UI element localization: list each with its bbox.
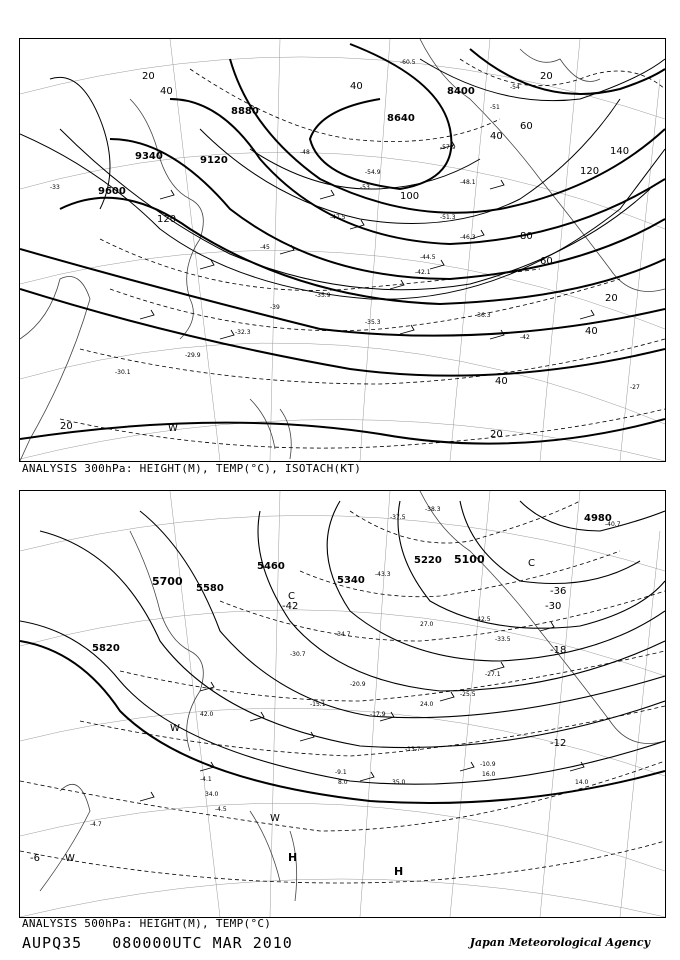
- temp-label-2: -30.1: [115, 369, 131, 376]
- height-label-5220: 5220: [414, 555, 442, 566]
- isotach-label-20b: 20: [490, 429, 503, 440]
- isotach-label-80: 80: [520, 231, 533, 242]
- temp-label-minus6: -6: [30, 853, 40, 864]
- station-label-25: 8.0: [338, 779, 348, 786]
- isotherms-300: [60, 59, 665, 448]
- cold-center-symbol-1: C: [288, 591, 295, 602]
- temp-label-6: -35.9: [315, 292, 331, 299]
- bulletin-time: 080000UTC MAR 2010: [112, 934, 293, 952]
- caption-300hpa: ANALYSIS 300hPa: HEIGHT(M), TEMP(°C), ISOTACH(KT): [22, 462, 362, 475]
- station-label-13: -33.5: [495, 636, 511, 643]
- station-label-18: -42.5: [475, 616, 491, 623]
- temp-label-7: -42.1: [415, 269, 431, 276]
- temp-label-3: -32.3: [235, 329, 251, 336]
- temp-label-22: -51: [490, 104, 500, 111]
- station-label-12: -30.7: [290, 651, 306, 658]
- warm-center-symbol-300: W: [168, 423, 178, 434]
- isotach-label-100: 100: [400, 191, 420, 202]
- station-label-6: -13.7: [405, 746, 421, 753]
- temp-label-8: -44.5: [420, 254, 436, 261]
- station-label-10: -25.5: [460, 691, 476, 698]
- isotach-label-40e: 40: [490, 131, 503, 142]
- caption-500hpa: ANALYSIS 500hPa: HEIGHT(M), TEMP(°C): [22, 917, 272, 930]
- station-label-9: -20.9: [350, 681, 366, 688]
- warm-center-symbol-1: W: [170, 723, 180, 734]
- isotach-label-20e: 20: [540, 71, 553, 82]
- temp-label-9: -46.3: [460, 234, 476, 241]
- map-300hpa: [20, 39, 665, 461]
- bulletin-header: [22, 934, 293, 952]
- temp-label-18: -39: [270, 304, 280, 311]
- temp-label-20: -45: [260, 244, 270, 251]
- temp-label-10: -47.5: [330, 214, 346, 221]
- station-label-20: 42.0: [200, 711, 214, 718]
- warm-center-symbol-3: W: [270, 813, 280, 824]
- station-label-16: -38.3: [425, 506, 441, 513]
- temp-label-minus18: -18: [550, 645, 567, 656]
- height-label-5820: 5820: [92, 643, 120, 654]
- temp-label-24: -27: [630, 384, 640, 391]
- station-label-21: 34.0: [205, 791, 219, 798]
- isotherms-500: [20, 501, 665, 883]
- high-center-symbol-2: H: [394, 865, 404, 878]
- temp-label-1: -29.9: [185, 352, 201, 359]
- isotach-label-40d: 40: [350, 81, 363, 92]
- station-label-11: -27.1: [485, 671, 501, 678]
- temp-label-4: -35.3: [365, 319, 381, 326]
- station-label-27: 24.0: [420, 701, 434, 708]
- temp-label-11: -48.1: [460, 179, 476, 186]
- isotach-label-20c: 20: [605, 293, 618, 304]
- agency-name: Japan Meteorological Agency: [469, 936, 650, 949]
- station-label-4: -9.1: [335, 769, 347, 776]
- isotach-label-120b: 120: [580, 166, 600, 177]
- station-label-24: 14.0: [575, 779, 589, 786]
- station-label-23: 16.0: [482, 771, 496, 778]
- station-label-8: -17.9: [370, 711, 386, 718]
- temp-label-15: -57.9: [440, 144, 456, 151]
- temp-label-14: -54.9: [365, 169, 381, 176]
- temp-label-minus30: -30: [545, 601, 562, 612]
- high-center-symbol-1: H: [288, 851, 298, 864]
- isotach-label-120: 120: [157, 214, 177, 225]
- isotach-label-40: 40: [495, 376, 508, 387]
- isotach-label-40b: 40: [585, 326, 598, 337]
- height-label-5580: 5580: [196, 583, 224, 594]
- isotach-label-140: 140: [610, 146, 630, 157]
- height-label-5460: 5460: [257, 561, 285, 572]
- station-label-22: 35.0: [392, 779, 406, 786]
- station-label-14: -34.7: [335, 631, 351, 638]
- coastlines-300: [20, 39, 665, 461]
- isotach-label-20d: 20: [142, 71, 155, 82]
- height-label-9120: 9120: [200, 155, 228, 166]
- temp-label-19: -42: [520, 334, 530, 341]
- temp-label-5: -36.3: [475, 312, 491, 319]
- temp-label-13: -53: [360, 184, 370, 191]
- temp-label-16: -60.5: [400, 59, 416, 66]
- isotach-label-20: 20: [60, 421, 73, 432]
- isotach-label-60b: 60: [520, 121, 533, 132]
- station-label-19: -43.3: [375, 571, 391, 578]
- bulletin-code: AUPQ35: [22, 934, 83, 952]
- station-label-1: -4.7: [90, 821, 102, 828]
- station-label-5: -10.9: [480, 761, 496, 768]
- height-label-8640: 8640: [387, 113, 415, 124]
- temp-label-minus36: -36: [550, 586, 567, 597]
- height-label-4980: 4980: [584, 513, 612, 524]
- chart-300hpa: [19, 38, 666, 462]
- temp-label-23: -54: [510, 84, 520, 91]
- temp-label-12: -51.3: [440, 214, 456, 221]
- station-label-2: -4.1: [200, 776, 212, 783]
- height-label-8880: 8880: [231, 106, 259, 117]
- cold-center-symbol-2: C: [528, 558, 535, 569]
- height-label-5100: 5100: [454, 553, 485, 566]
- station-label-3: -4.5: [215, 806, 227, 813]
- temp-label-minus42: -42: [282, 601, 299, 612]
- height-contours-300: [20, 44, 665, 444]
- temp-label-minus12: -12: [550, 738, 567, 749]
- isotach-label-60: 60: [540, 256, 553, 267]
- temp-label-17: -33: [50, 184, 60, 191]
- station-label-7: -15.1: [310, 701, 326, 708]
- station-label-26: 27.0: [420, 621, 434, 628]
- isotach-label-40c: 40: [160, 86, 173, 97]
- chart-500hpa: [19, 490, 666, 918]
- graticule-500: [20, 491, 665, 917]
- height-label-5340: 5340: [337, 575, 365, 586]
- graticule-300: [20, 39, 665, 461]
- height-label-9340: 9340: [135, 151, 163, 162]
- station-label-15: -37.5: [390, 514, 406, 521]
- station-label-17: -40.7: [605, 521, 621, 528]
- height-label-5700: 5700: [152, 575, 183, 588]
- temp-label-21: -48: [300, 149, 310, 156]
- coastlines-500: [40, 491, 665, 901]
- height-label-9600: 9600: [98, 186, 126, 197]
- map-500hpa: [20, 491, 665, 917]
- height-label-8400: 8400: [447, 86, 475, 97]
- warm-center-symbol-2: W: [65, 853, 75, 864]
